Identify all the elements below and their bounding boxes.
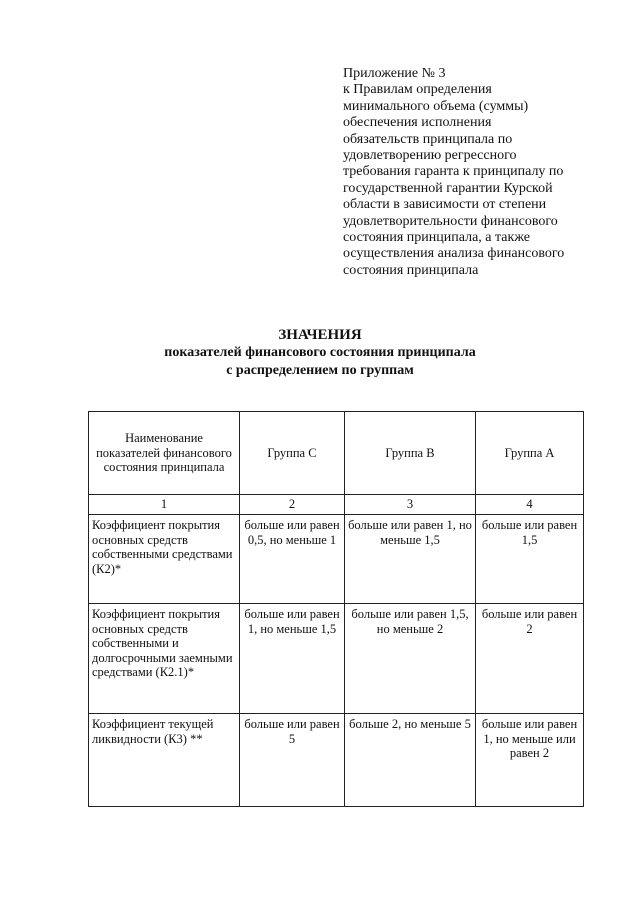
group-b-value: больше 2, но меньше 5 — [345, 714, 476, 807]
header-cell-group-a: Группа А — [476, 412, 584, 495]
appendix-line: состояния принципала — [343, 262, 479, 278]
group-c-value: больше или равен 0,5, но меньше 1 — [240, 515, 345, 604]
table-row — [89, 604, 584, 714]
group-a-value: больше или равен 1,5 — [476, 515, 584, 604]
table-row — [89, 714, 584, 807]
heading-title: ЗНАЧЕНИЯ — [278, 327, 362, 343]
appendix-line: осуществления анализа финансового — [343, 246, 565, 262]
appendix-line: удовлетворению регрессного — [343, 148, 517, 164]
group-b-value: больше или равен 1,5, но меньше 2 — [345, 604, 476, 714]
document-heading — [0, 326, 640, 380]
indicators-table — [88, 411, 584, 807]
indicator-name: Коэффициент текущей ликвидности (К3) ** — [89, 714, 240, 807]
appendix-line: минимального объема (суммы) — [343, 98, 529, 114]
column-number: 2 — [240, 495, 345, 515]
header-cell-group-c: Группа С — [240, 412, 345, 495]
appendix-line: Приложение № 3 — [343, 66, 446, 81]
group-b-value: больше или равен 1, но меньше 1,5 — [345, 515, 476, 604]
column-number: 1 — [89, 495, 240, 515]
appendix-line: требования гаранта к принципалу по — [343, 164, 564, 180]
group-a-value: больше или равен 1, но меньше или равен 2 — [476, 714, 584, 807]
column-number: 4 — [476, 495, 584, 515]
header-cell-name: Наименование показателей финансового состояния принципала — [89, 412, 240, 495]
heading-subtitle-line1: показателей финансового состояния принципала — [164, 345, 476, 360]
appendix-line: государственной гарантии Курской — [343, 180, 553, 196]
appendix-line: обеспечения исполнения — [343, 115, 492, 131]
appendix-line: состояния принципала, а также — [343, 230, 531, 246]
appendix-line: области в зависимости от степени — [343, 197, 547, 213]
appendix-line: удовлетворительности финансового — [343, 213, 558, 229]
column-number: 3 — [345, 495, 476, 515]
appendix-line: обязательств принципала по — [343, 131, 513, 147]
group-a-value: больше или равен 2 — [476, 604, 584, 714]
indicator-name: Коэффициент покрытия основных средств собственными и долгосрочными заемными средствами (К2.1)* — [89, 604, 240, 714]
table-row — [89, 515, 584, 604]
heading-subtitle-line2: с распределением по группам — [226, 363, 414, 378]
group-c-value: больше или равен 1, но меньше 1,5 — [240, 604, 345, 714]
column-number-row — [89, 495, 584, 515]
table-header-row — [89, 412, 584, 495]
appendix-line: к Правилам определения — [343, 82, 492, 98]
header-cell-group-b: Группа В — [345, 412, 476, 495]
indicator-name: Коэффициент покрытия основных средств собственными средствами (К2)* — [89, 515, 240, 604]
appendix-block — [343, 66, 598, 279]
group-c-value: больше или равен 5 — [240, 714, 345, 807]
